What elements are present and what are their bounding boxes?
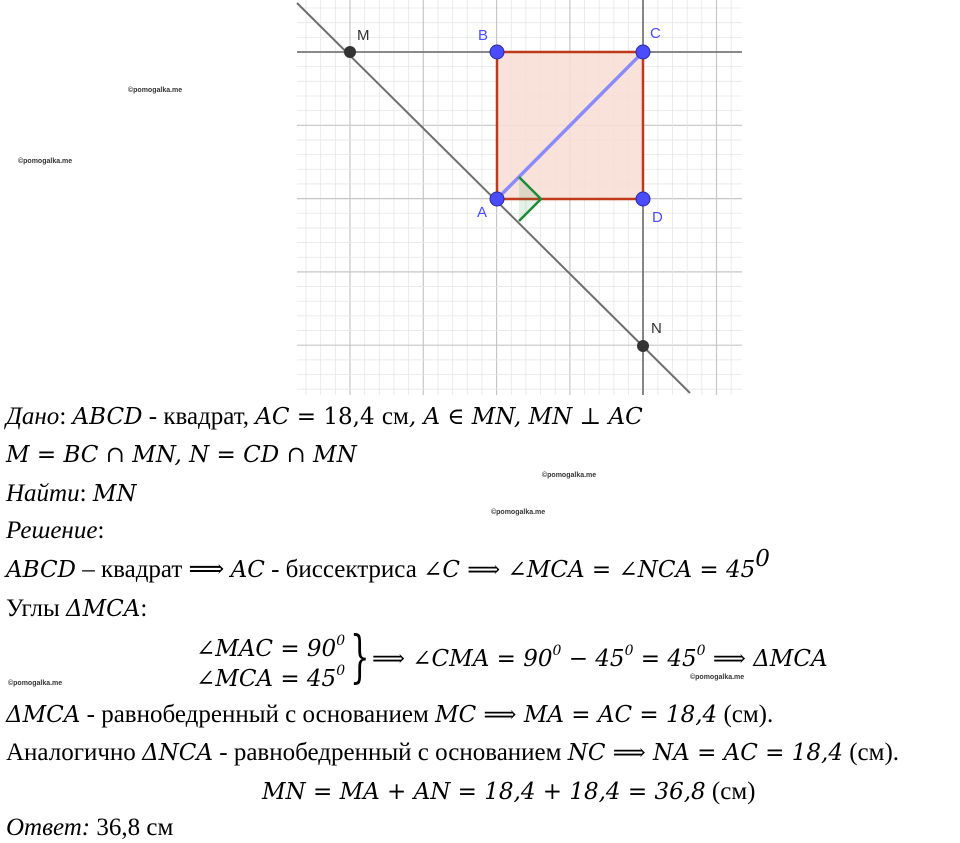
rhs-a: ⟹ ∠CMA = 90 xyxy=(372,646,553,672)
l6-label: Углы xyxy=(6,595,67,622)
point-a xyxy=(490,192,504,206)
label-c: C xyxy=(650,25,661,42)
l9-similarly: Аналогично xyxy=(6,739,143,766)
l5-abcd: ABCD xyxy=(6,557,76,583)
system-row-2 xyxy=(196,663,346,692)
find-value: MN xyxy=(92,481,137,507)
rhs-deg1: 0 xyxy=(552,643,562,659)
given-colon: : xyxy=(59,403,73,430)
point-b xyxy=(490,45,504,59)
geometry-figure xyxy=(0,0,960,400)
given-eq: = 18,4 xyxy=(289,404,382,430)
watermark: ©pomogalka.me xyxy=(491,509,546,516)
sys1-degree: 0 xyxy=(336,633,346,649)
label-m: M xyxy=(357,27,370,44)
sys2-text: ∠MCA = 45 xyxy=(196,666,337,692)
l5-degree: 0 xyxy=(755,546,770,572)
find-colon: : xyxy=(79,480,93,507)
l9-unit: (см). xyxy=(842,739,900,766)
mn-sum-line xyxy=(262,777,756,807)
l8-math: MC ⟹ MA = AC = 18,4 xyxy=(435,702,718,728)
rhs-deg3: 0 xyxy=(696,643,706,659)
intersection-line: M = BC ∩ MN, N = CD ∩ MN xyxy=(6,442,357,468)
isosceles-nca-line xyxy=(6,738,899,768)
sys1-text: ∠MAC = 90 xyxy=(196,636,337,662)
point-d xyxy=(636,192,650,206)
angles-line xyxy=(6,594,147,624)
rhs-deg2: 0 xyxy=(624,643,634,659)
solution-line xyxy=(6,516,104,546)
l8-text: - равнобедренный с основанием xyxy=(80,701,436,728)
point-m xyxy=(344,46,356,58)
given-square: - квадрат, xyxy=(142,403,256,430)
given-label: Дано xyxy=(6,403,60,430)
given-cm: см xyxy=(381,403,409,430)
answer-line xyxy=(6,813,173,843)
system-row-1 xyxy=(196,633,346,662)
l6-triangle: ΔMCA xyxy=(66,596,141,622)
l8-triangle: ΔMCA xyxy=(6,702,81,728)
label-b: B xyxy=(478,27,489,44)
watermark: ©pomogalka.me xyxy=(690,674,745,681)
l9-math: NC ⟹ NA = AC = 18,4 xyxy=(567,740,843,766)
find-line xyxy=(6,479,137,509)
rhs-c: = 45 xyxy=(633,646,697,672)
given-line xyxy=(6,402,643,432)
watermark: ©pomogalka.me xyxy=(128,87,183,94)
bisector-line xyxy=(6,546,770,585)
l5-angles: ∠C ⟹ ∠MCA = ∠NCA = 45 xyxy=(423,557,756,583)
sys2-degree: 0 xyxy=(336,663,346,679)
given-abcd: ABCD xyxy=(72,404,143,430)
l9-triangle: ΔNCA xyxy=(142,740,214,766)
system-conclusion xyxy=(372,643,828,672)
rhs-d: ⟹ ΔMCA xyxy=(705,646,828,672)
l5-square: – квадрат ⟹ xyxy=(75,556,231,583)
given-rest: , A ∈ MN, MN ⊥ AC xyxy=(408,404,643,430)
solution-label: Решение xyxy=(6,517,98,544)
watermark: ©pomogalka.me xyxy=(18,158,73,165)
point-n xyxy=(637,340,649,352)
solution-colon: : xyxy=(97,517,105,544)
isosceles-mca-line xyxy=(6,700,773,730)
angle-system xyxy=(196,625,836,694)
l10-math: MN = MA + AN = 18,4 + 18,4 = 36,8 xyxy=(262,779,706,805)
answer-label: Ответ: xyxy=(6,814,91,841)
l9-text: - равнобедренный с основанием xyxy=(213,739,568,766)
watermark: ©pomogalka.me xyxy=(8,680,63,687)
l5-ac: AC xyxy=(230,557,265,583)
watermark: ©pomogalka.me xyxy=(542,472,597,479)
l8-unit: (см). xyxy=(717,701,774,728)
label-n: N xyxy=(651,320,662,337)
right-brace: } xyxy=(350,625,370,690)
label-d: D xyxy=(652,209,663,226)
given-ac: AC xyxy=(255,404,290,430)
point-c xyxy=(636,45,650,59)
find-label: Найти xyxy=(6,480,80,507)
rhs-b: − 45 xyxy=(561,646,625,672)
answer-value: 36,8 см xyxy=(90,814,174,841)
label-a: A xyxy=(477,204,488,221)
l5-bisector: - биссектриса xyxy=(264,556,424,583)
l10-unit: (см) xyxy=(705,778,756,805)
l6-colon: : xyxy=(140,595,148,622)
